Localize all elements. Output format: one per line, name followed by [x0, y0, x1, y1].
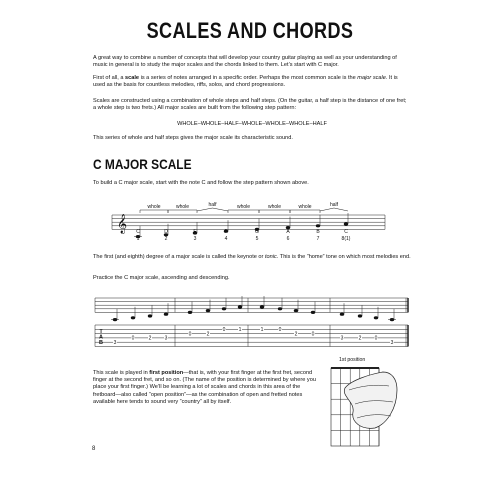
note-head: [131, 316, 135, 319]
tab-fret-number: 2: [148, 335, 152, 342]
scale-degree-label: 8(1): [341, 236, 351, 242]
p8-text-b: —that is, with your first finger at the first fret, second finger at the second fret, and so on. (The name of the position is determined by where you place your first finger.) We’ll be learning a lot of scales and chords in this area of the fretboard—also called “open position”—as the combination of open and fretted notes available here tends to sound very “country” all by itself.: [93, 370, 316, 405]
scale-degree-label: 3: [193, 236, 197, 242]
page-number: 8: [92, 446, 96, 452]
note-head: [316, 224, 320, 227]
scale-degree-label: 7: [316, 236, 320, 242]
note-head: [238, 305, 242, 308]
note-head: [311, 311, 315, 314]
p6-italic-tonic: tonic.: [264, 254, 279, 260]
step-pattern: WHOLE–WHOLE–HALF–WHOLE–WHOLE–WHOLE–HALF: [177, 121, 327, 127]
first-position-fretboard-diagram: [331, 368, 397, 446]
tab-fret-number: 1: [238, 327, 242, 334]
tab-fret-number: 1: [260, 327, 264, 334]
half-step-bracket: [320, 208, 348, 211]
practice-staff: [95, 296, 408, 321]
note-head: [344, 222, 348, 225]
note-name-label: D: [164, 229, 168, 235]
p8-text-a: This scale is played in: [93, 370, 150, 376]
section-heading-c-major: C MAJOR SCALE: [93, 156, 192, 172]
tab-clef-letter: A: [99, 334, 103, 341]
tab-fret-number: 2: [358, 335, 362, 342]
p2-text-a: First of all, a: [93, 75, 126, 81]
whole-step-label: whole: [298, 204, 312, 210]
whole-step-label: whole: [236, 204, 251, 210]
note-name-label: C: [136, 229, 140, 235]
half-step-label: half: [329, 202, 339, 208]
p2-text-b: is a series of notes arranged in a specific order. Perhaps the most common scale is the: [139, 75, 358, 81]
half-step-bracket: [197, 208, 228, 211]
tab-clef-letter: T: [99, 329, 103, 335]
tab-fret-number: 2: [206, 331, 210, 338]
tablature-numbers: [99, 327, 394, 346]
build-scale-paragraph: To build a C major scale, start with the note C and follow the step pattern shown above.: [93, 180, 309, 186]
scale-degree-label: 2: [164, 236, 168, 242]
tab-fret-number: 3: [390, 340, 394, 346]
whole-step-bracket: [290, 210, 320, 213]
p2-text-c: It is used as the basis for countless melodies, riffs, solos, and chord progressions.: [93, 75, 398, 89]
tab-fret-number: 3: [340, 335, 344, 342]
note-head: [340, 313, 344, 316]
tab-fret-number: 0: [374, 335, 378, 342]
note-head: [358, 314, 362, 317]
p6-text-b: This is the “home” tone on which most melodies end.: [278, 254, 411, 260]
whole-step-bracket: [140, 210, 168, 213]
practice-paragraph: Practice the C major scale, ascending and descending.: [93, 275, 230, 281]
p6-text-a: The first (and eighth) degree of a major scale is called the keynote or: [93, 254, 265, 260]
scale-degree-label: 6: [286, 236, 290, 242]
whole-step-label: whole: [175, 204, 190, 210]
note-head: [260, 305, 264, 308]
tab-clef-letter: B: [99, 340, 103, 346]
note-name-label: G: [255, 229, 259, 235]
scale-degree-label: 5: [255, 236, 259, 242]
note-head: [206, 309, 210, 312]
whole-step-bracket: [228, 210, 259, 213]
tab-fret-number: 3: [164, 335, 168, 342]
note-head: [188, 311, 192, 314]
whole-step-bracket: [168, 210, 197, 213]
note-head: [278, 307, 282, 310]
note-name-label: C: [344, 229, 348, 235]
tab-fret-number: 0: [188, 331, 192, 338]
tab-fret-number: 3: [113, 340, 117, 346]
whole-step-label: whole: [267, 204, 282, 210]
p8-bold-first-position: first position: [149, 370, 184, 376]
intro-paragraph: A great way to combine a number of concepts that will develop your country guitar playing as well as your understanding of music in general is to study the major scales and the chords linked to them. Let’s start with C major.: [93, 55, 397, 69]
note-name-label: E: [193, 229, 197, 235]
characteristic-sound-paragraph: This series of whole and half steps gives the major scale its characteristic sound.: [93, 135, 293, 141]
steps-paragraph: Scales are constructed using a combination of whole steps and half steps. (On the guitar, a half step is the distance of one fret; a whole step is two frets.) All major scales are built from the following step pattern:: [93, 98, 407, 112]
tab-fret-number: 0: [311, 331, 315, 338]
tab-fret-number: 0: [131, 335, 135, 342]
note-head: [374, 316, 378, 319]
note-head: [294, 309, 298, 312]
note-head: [148, 314, 152, 317]
whole-step-label: whole: [147, 204, 161, 210]
treble-clef: 𝄞: [116, 214, 128, 233]
p2-bold-scale: scale: [125, 75, 140, 81]
scale-degree-label: 4: [224, 236, 228, 242]
note-head: [222, 307, 226, 310]
note-head: [164, 313, 168, 316]
half-step-label: half: [208, 202, 217, 208]
page-title: SCALES AND CHORDS: [146, 18, 354, 43]
note-name-label: F: [224, 229, 228, 235]
tab-fret-number: 2: [294, 331, 298, 338]
tab-fret-number: 0: [222, 327, 226, 334]
diagram-label: 1st position: [339, 357, 366, 363]
tab-fret-number: 0: [278, 327, 282, 334]
note-name-label: B: [316, 229, 320, 235]
note-name-label: A: [286, 229, 290, 235]
p2-italic-major-scale: major scale.: [357, 75, 388, 81]
whole-step-bracket: [259, 210, 290, 213]
scale-degree-label: 1: [136, 236, 140, 242]
